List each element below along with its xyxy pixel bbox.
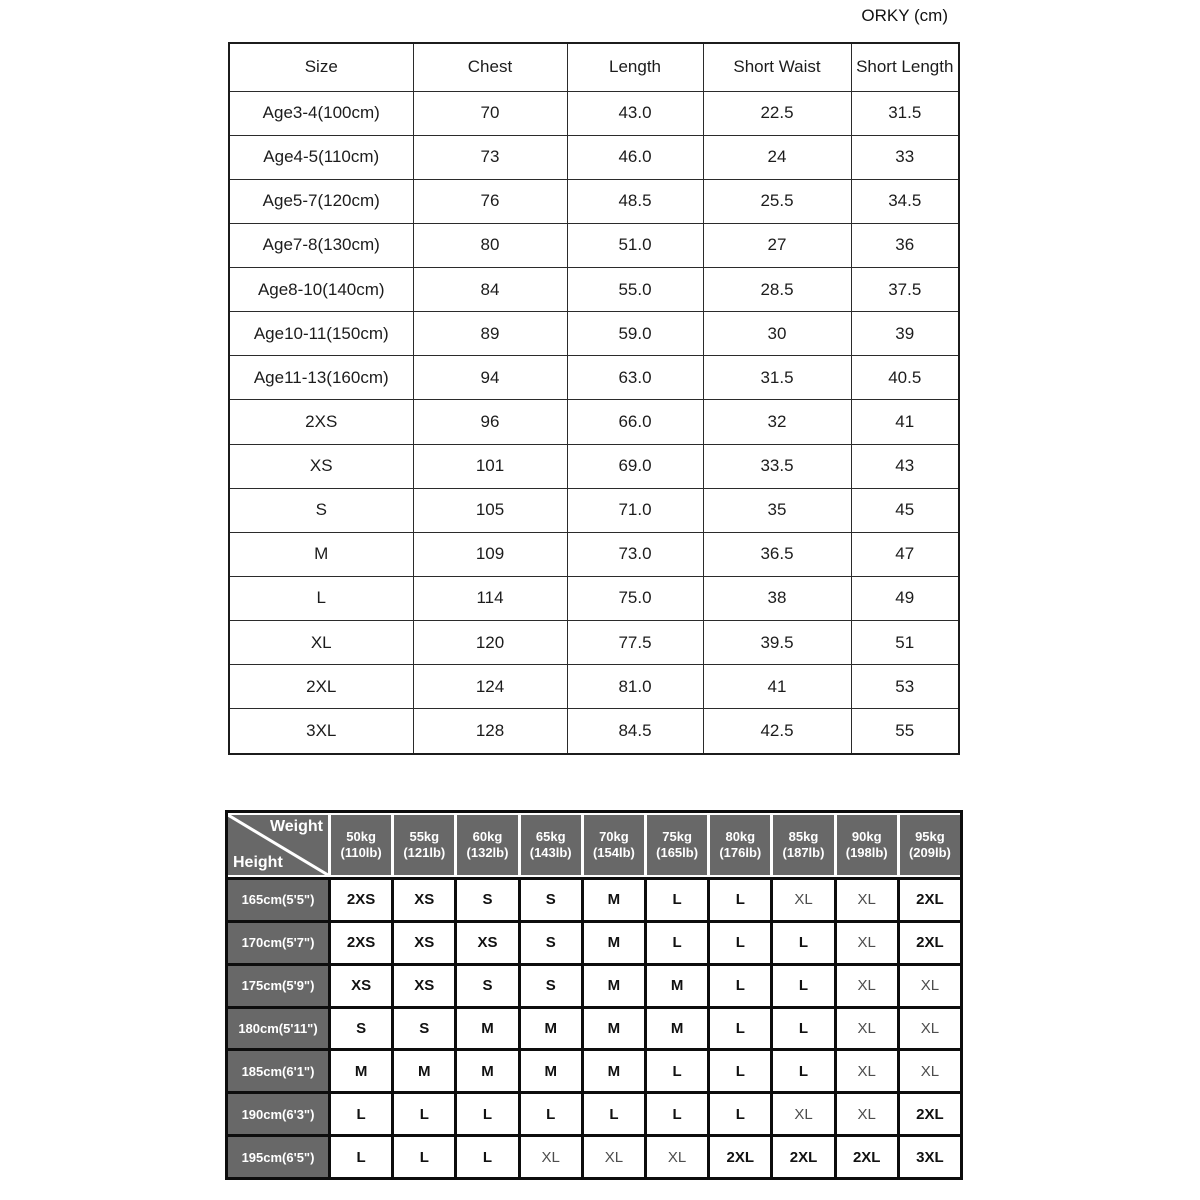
size-table-row bbox=[229, 223, 959, 267]
size-column-header: Short Length bbox=[851, 43, 959, 91]
recommended-size-cell: XL bbox=[773, 1094, 833, 1134]
weight-column-header: 60kg (132lb) bbox=[457, 815, 517, 875]
measurement-cell: 43 bbox=[851, 444, 959, 488]
recommended-size-cell: L bbox=[647, 1094, 707, 1134]
recommended-size-cell: XL bbox=[837, 1009, 897, 1049]
measurement-cell: 45 bbox=[851, 488, 959, 532]
size-table-row bbox=[229, 444, 959, 488]
recommended-size-cell: L bbox=[584, 1094, 644, 1134]
measurement-cell: 120 bbox=[413, 621, 567, 665]
size-table-row bbox=[229, 356, 959, 400]
recommended-size-cell: L bbox=[521, 1094, 581, 1134]
recommended-size-cell: M bbox=[647, 966, 707, 1006]
recommended-size-cell: L bbox=[710, 1009, 770, 1049]
measurement-cell: 39.5 bbox=[703, 621, 851, 665]
measurement-cell: 94 bbox=[413, 356, 567, 400]
size-label-cell: XL bbox=[229, 621, 413, 665]
recommended-size-cell: XS bbox=[331, 966, 391, 1006]
measurement-cell: 84.5 bbox=[567, 709, 703, 754]
measurement-cell: 63.0 bbox=[567, 356, 703, 400]
measurement-cell: 71.0 bbox=[567, 488, 703, 532]
measurement-cell: 47 bbox=[851, 532, 959, 576]
size-label-cell: Age7-8(130cm) bbox=[229, 223, 413, 267]
measurement-cell: 49 bbox=[851, 576, 959, 620]
measurement-cell: 101 bbox=[413, 444, 567, 488]
measurement-cell: 40.5 bbox=[851, 356, 959, 400]
height-weight-table bbox=[225, 810, 963, 1180]
recommended-size-cell: 2XL bbox=[900, 923, 960, 963]
recommended-size-cell: XL bbox=[900, 1051, 960, 1091]
recommended-size-cell: M bbox=[394, 1051, 454, 1091]
measurement-cell: 73 bbox=[413, 135, 567, 179]
recommended-size-cell: S bbox=[521, 880, 581, 920]
recommended-size-cell: XL bbox=[584, 1137, 644, 1177]
measurement-cell: 37.5 bbox=[851, 268, 959, 312]
measurement-cell: 76 bbox=[413, 179, 567, 223]
measurement-cell: 75.0 bbox=[567, 576, 703, 620]
recommended-size-cell: XL bbox=[837, 1051, 897, 1091]
recommended-size-cell: M bbox=[584, 923, 644, 963]
measurement-cell: 89 bbox=[413, 312, 567, 356]
height-row-header: 175cm(5'9") bbox=[228, 966, 328, 1006]
measurement-cell: 22.5 bbox=[703, 91, 851, 135]
measurement-cell: 24 bbox=[703, 135, 851, 179]
recommended-size-cell: XL bbox=[837, 966, 897, 1006]
recommended-size-cell: L bbox=[647, 923, 707, 963]
measurement-cell: 27 bbox=[703, 223, 851, 267]
size-label-cell: Age11-13(160cm) bbox=[229, 356, 413, 400]
measurement-cell: 43.0 bbox=[567, 91, 703, 135]
recommended-size-cell: S bbox=[394, 1009, 454, 1049]
fit-table-body bbox=[228, 880, 960, 1177]
measurement-cell: 36 bbox=[851, 223, 959, 267]
fit-table-header-row bbox=[228, 813, 960, 877]
weight-column-header: 90kg (198lb) bbox=[837, 815, 897, 875]
recommended-size-cell: S bbox=[457, 880, 517, 920]
size-table-row bbox=[229, 135, 959, 179]
weight-column-header: 55kg (121lb) bbox=[394, 815, 454, 875]
size-column-header: Short Waist bbox=[703, 43, 851, 91]
recommended-size-cell: XL bbox=[900, 1009, 960, 1049]
recommended-size-cell: L bbox=[394, 1094, 454, 1134]
recommended-size-cell: L bbox=[710, 1094, 770, 1134]
recommended-size-cell: XL bbox=[647, 1137, 707, 1177]
recommended-size-cell: 3XL bbox=[900, 1137, 960, 1177]
measurement-cell: 46.0 bbox=[567, 135, 703, 179]
recommended-size-cell: L bbox=[773, 1009, 833, 1049]
recommended-size-cell: 2XL bbox=[837, 1137, 897, 1177]
recommended-size-cell: XS bbox=[457, 923, 517, 963]
recommended-size-cell: XS bbox=[394, 966, 454, 1006]
weight-column-header: 65kg (143lb) bbox=[521, 815, 581, 875]
measurement-cell: 69.0 bbox=[567, 444, 703, 488]
recommended-size-cell: M bbox=[584, 880, 644, 920]
recommended-size-cell: XS bbox=[394, 923, 454, 963]
recommended-size-cell: M bbox=[584, 966, 644, 1006]
size-column-header: Length bbox=[567, 43, 703, 91]
size-table-row bbox=[229, 312, 959, 356]
size-label-cell: 3XL bbox=[229, 709, 413, 754]
recommended-size-cell: XL bbox=[837, 880, 897, 920]
recommended-size-cell: S bbox=[521, 923, 581, 963]
brand-unit-label: ORKY (cm) bbox=[861, 6, 948, 25]
recommended-size-cell: XL bbox=[837, 923, 897, 963]
size-table-row bbox=[229, 709, 959, 754]
size-table-row bbox=[229, 576, 959, 620]
measurement-cell: 84 bbox=[413, 268, 567, 312]
measurement-cell: 48.5 bbox=[567, 179, 703, 223]
size-label-cell: Age5-7(120cm) bbox=[229, 179, 413, 223]
measurement-cell: 32 bbox=[703, 400, 851, 444]
recommended-size-cell: XL bbox=[773, 880, 833, 920]
recommended-size-cell: L bbox=[773, 966, 833, 1006]
measurement-cell: 39 bbox=[851, 312, 959, 356]
recommended-size-cell: L bbox=[710, 966, 770, 1006]
weight-column-header: 70kg (154lb) bbox=[584, 815, 644, 875]
weight-column-header: 50kg (110lb) bbox=[331, 815, 391, 875]
size-label-cell: Age10-11(150cm) bbox=[229, 312, 413, 356]
recommended-size-cell: 2XS bbox=[331, 923, 391, 963]
recommended-size-cell: L bbox=[710, 923, 770, 963]
measurement-cell: 33.5 bbox=[703, 444, 851, 488]
size-table-row bbox=[229, 488, 959, 532]
measurement-cell: 53 bbox=[851, 665, 959, 709]
height-row-header: 190cm(6'3") bbox=[228, 1094, 328, 1134]
measurement-cell: 96 bbox=[413, 400, 567, 444]
recommended-size-cell: XL bbox=[837, 1094, 897, 1134]
corner-weight-label: Weight bbox=[269, 818, 323, 835]
size-table bbox=[228, 42, 960, 755]
recommended-size-cell: 2XL bbox=[900, 1094, 960, 1134]
recommended-size-cell: M bbox=[457, 1051, 517, 1091]
size-table-row bbox=[229, 532, 959, 576]
measurement-cell: 73.0 bbox=[567, 532, 703, 576]
recommended-size-cell: M bbox=[584, 1009, 644, 1049]
measurement-cell: 81.0 bbox=[567, 665, 703, 709]
measurement-cell: 42.5 bbox=[703, 709, 851, 754]
size-column-header: Size bbox=[229, 43, 413, 91]
measurement-cell: 31.5 bbox=[851, 91, 959, 135]
weight-column-header: 75kg (165lb) bbox=[647, 815, 707, 875]
recommended-size-cell: XS bbox=[394, 880, 454, 920]
measurement-cell: 105 bbox=[413, 488, 567, 532]
measurement-cell: 114 bbox=[413, 576, 567, 620]
size-table-header-row bbox=[229, 43, 959, 91]
weight-column-header: 85kg (187lb) bbox=[773, 815, 833, 875]
corner-cell bbox=[228, 815, 328, 875]
measurement-cell: 30 bbox=[703, 312, 851, 356]
size-table-row bbox=[229, 400, 959, 444]
size-label-cell: Age8-10(140cm) bbox=[229, 268, 413, 312]
measurement-cell: 36.5 bbox=[703, 532, 851, 576]
recommended-size-cell: S bbox=[521, 966, 581, 1006]
recommended-size-cell: 2XL bbox=[773, 1137, 833, 1177]
recommended-size-cell: M bbox=[331, 1051, 391, 1091]
size-table-row bbox=[229, 665, 959, 709]
size-label-cell: S bbox=[229, 488, 413, 532]
measurement-cell: 34.5 bbox=[851, 179, 959, 223]
size-label-cell: L bbox=[229, 576, 413, 620]
height-row-header: 185cm(6'1") bbox=[228, 1051, 328, 1091]
recommended-size-cell: M bbox=[521, 1051, 581, 1091]
size-label-cell: Age4-5(110cm) bbox=[229, 135, 413, 179]
measurement-cell: 33 bbox=[851, 135, 959, 179]
height-row-header: 170cm(5'7") bbox=[228, 923, 328, 963]
recommended-size-cell: L bbox=[457, 1094, 517, 1134]
recommended-size-cell: L bbox=[647, 1051, 707, 1091]
recommended-size-cell: S bbox=[331, 1009, 391, 1049]
size-table-row bbox=[229, 268, 959, 312]
recommended-size-cell: M bbox=[647, 1009, 707, 1049]
measurement-cell: 55 bbox=[851, 709, 959, 754]
recommended-size-cell: L bbox=[710, 880, 770, 920]
measurement-cell: 66.0 bbox=[567, 400, 703, 444]
height-row-header: 180cm(5'11") bbox=[228, 1009, 328, 1049]
weight-column-header: 95kg (209lb) bbox=[900, 815, 960, 875]
measurement-cell: 41 bbox=[703, 665, 851, 709]
size-table-body bbox=[229, 91, 959, 754]
measurement-cell: 25.5 bbox=[703, 179, 851, 223]
measurement-cell: 70 bbox=[413, 91, 567, 135]
recommended-size-cell: 2XL bbox=[710, 1137, 770, 1177]
recommended-size-cell: M bbox=[521, 1009, 581, 1049]
size-table-row bbox=[229, 621, 959, 665]
recommended-size-cell: L bbox=[331, 1137, 391, 1177]
size-label-cell: M bbox=[229, 532, 413, 576]
recommended-size-cell: L bbox=[710, 1051, 770, 1091]
recommended-size-cell: 2XL bbox=[900, 880, 960, 920]
measurement-cell: 124 bbox=[413, 665, 567, 709]
weight-column-header: 80kg (176lb) bbox=[710, 815, 770, 875]
measurement-cell: 51 bbox=[851, 621, 959, 665]
size-label-cell: 2XS bbox=[229, 400, 413, 444]
recommended-size-cell: L bbox=[394, 1137, 454, 1177]
recommended-size-cell: 2XS bbox=[331, 880, 391, 920]
recommended-size-cell: L bbox=[773, 923, 833, 963]
height-row-header: 165cm(5'5") bbox=[228, 880, 328, 920]
recommended-size-cell: L bbox=[331, 1094, 391, 1134]
measurement-cell: 77.5 bbox=[567, 621, 703, 665]
recommended-size-cell: XL bbox=[900, 966, 960, 1006]
size-column-header: Chest bbox=[413, 43, 567, 91]
recommended-size-cell: M bbox=[457, 1009, 517, 1049]
measurement-cell: 128 bbox=[413, 709, 567, 754]
measurement-cell: 51.0 bbox=[567, 223, 703, 267]
recommended-size-cell: L bbox=[647, 880, 707, 920]
corner-height-label: Height bbox=[233, 854, 283, 871]
measurement-cell: 59.0 bbox=[567, 312, 703, 356]
size-label-cell: 2XL bbox=[229, 665, 413, 709]
measurement-cell: 38 bbox=[703, 576, 851, 620]
recommended-size-cell: S bbox=[457, 966, 517, 1006]
recommended-size-cell: XL bbox=[521, 1137, 581, 1177]
recommended-size-cell: M bbox=[584, 1051, 644, 1091]
measurement-cell: 80 bbox=[413, 223, 567, 267]
measurement-cell: 35 bbox=[703, 488, 851, 532]
size-table-row bbox=[229, 91, 959, 135]
height-row-header: 195cm(6'5") bbox=[228, 1137, 328, 1177]
recommended-size-cell: L bbox=[773, 1051, 833, 1091]
measurement-cell: 55.0 bbox=[567, 268, 703, 312]
measurement-cell: 31.5 bbox=[703, 356, 851, 400]
size-table-row bbox=[229, 179, 959, 223]
measurement-cell: 109 bbox=[413, 532, 567, 576]
measurement-cell: 28.5 bbox=[703, 268, 851, 312]
size-label-cell: Age3-4(100cm) bbox=[229, 91, 413, 135]
size-label-cell: XS bbox=[229, 444, 413, 488]
measurement-cell: 41 bbox=[851, 400, 959, 444]
recommended-size-cell: L bbox=[457, 1137, 517, 1177]
